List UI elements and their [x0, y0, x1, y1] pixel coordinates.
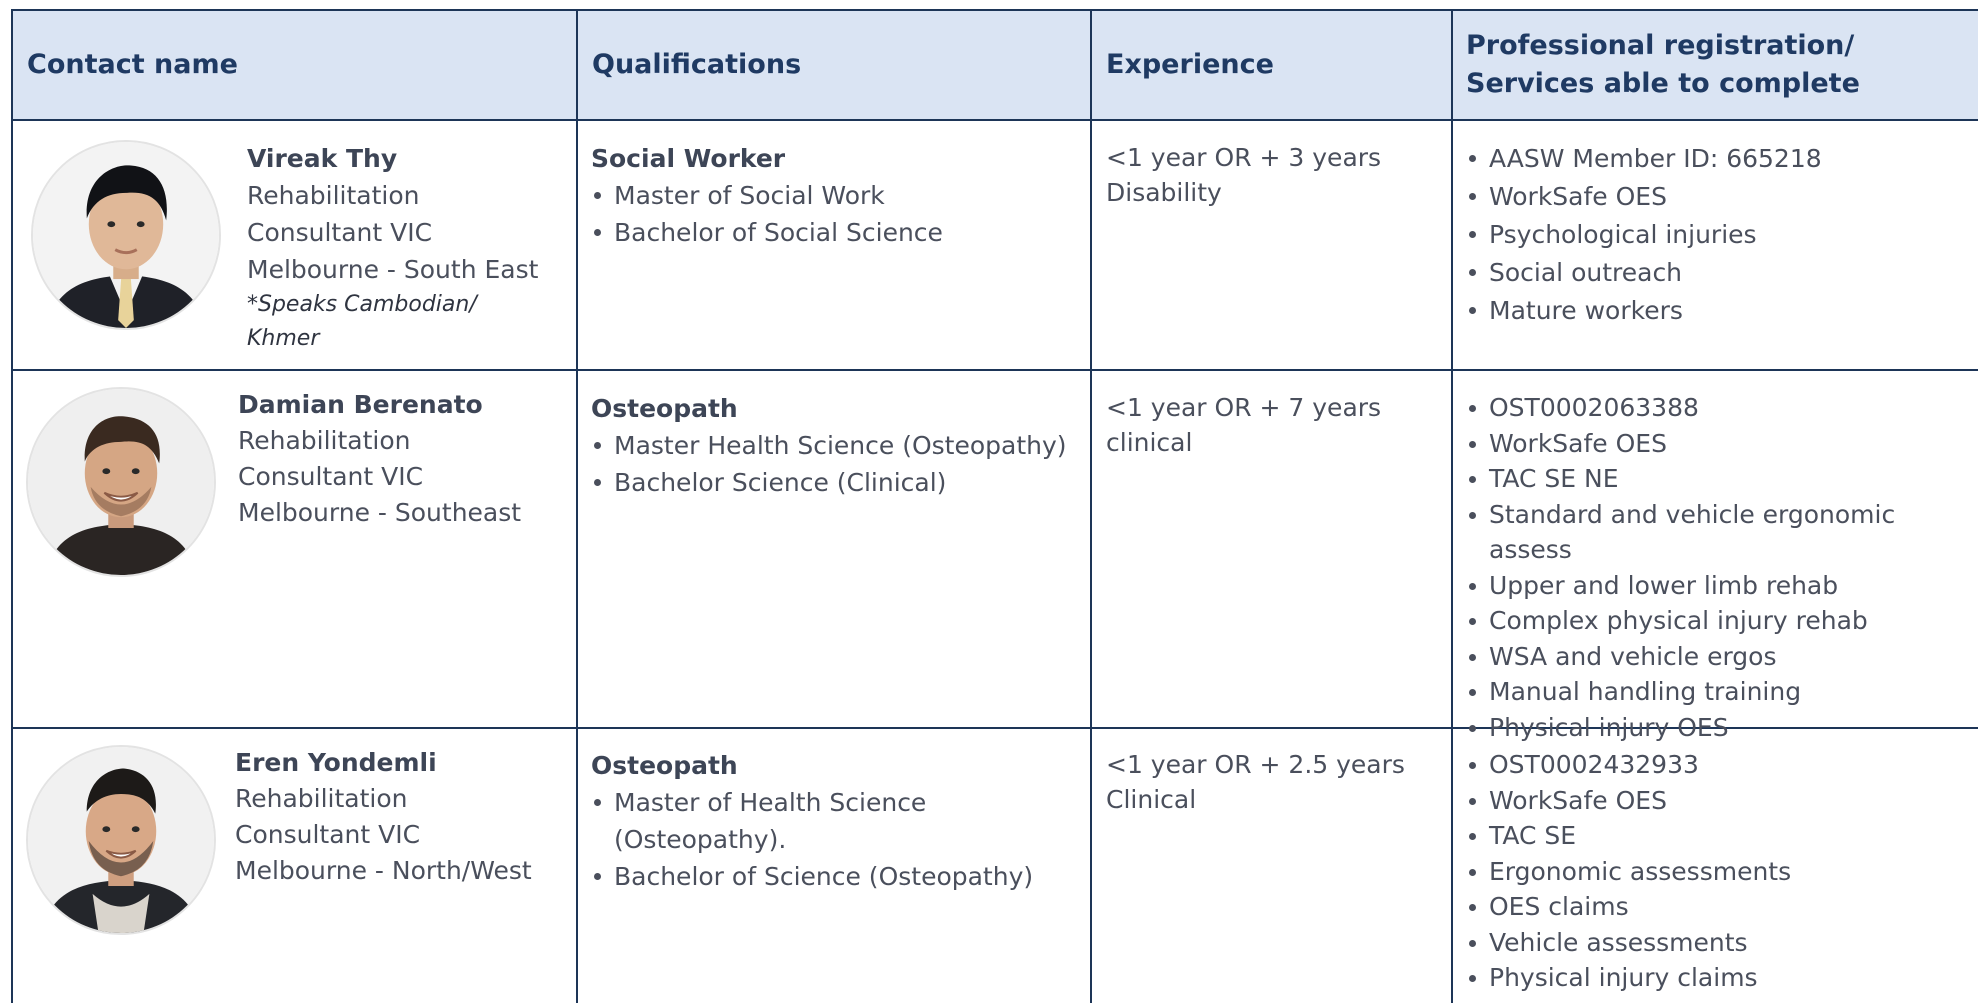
contact-role: Rehabilitation	[238, 426, 411, 455]
column-divider	[576, 10, 578, 1003]
contact-cell	[238, 387, 568, 531]
experience-cell	[1106, 140, 1446, 210]
experience-text: clinical	[1106, 428, 1193, 457]
qualifications-cell	[591, 390, 1086, 501]
contact-role: Consultant VIC	[235, 820, 421, 849]
header-qualifications: Qualifications	[577, 10, 1091, 119]
list-item: Master of Health Science (Osteopathy).	[591, 784, 1086, 858]
list-item: Upper and lower limb rehab	[1466, 568, 1976, 604]
list-item: OES claims	[1466, 889, 1976, 925]
qualification-list	[591, 177, 1071, 251]
list-item: Physical injury OES	[1466, 710, 1976, 746]
column-divider	[1451, 10, 1453, 1003]
list-item: Mature workers	[1466, 292, 1976, 330]
list-item: WorkSafe OES	[1466, 783, 1976, 819]
contact-name: Damian Berenato	[238, 390, 483, 419]
list-item: TAC SE NE	[1466, 461, 1976, 497]
experience-text: <1 year OR + 2.5 years	[1106, 750, 1405, 779]
list-item: Physical injury claims	[1466, 960, 1976, 996]
qualification-list	[591, 784, 1086, 895]
list-item: Bachelor Science (Clinical)	[591, 464, 1086, 501]
experience-text: <1 year OR + 7 years	[1106, 393, 1382, 422]
contact-name: Vireak Thy	[247, 144, 398, 173]
experience-cell	[1106, 390, 1446, 460]
qualifications-cell	[591, 140, 1071, 251]
list-item: OST0002432933	[1466, 747, 1976, 783]
list-item: WorkSafe OES	[1466, 178, 1976, 216]
avatar-photo	[26, 745, 216, 935]
services-cell	[1466, 747, 1976, 996]
services-list	[1466, 747, 1976, 996]
contact-location: Melbourne - Southeast	[238, 498, 522, 527]
list-item: Vehicle assessments	[1466, 925, 1976, 961]
header-registration	[1452, 10, 1978, 119]
list-item: Master Health Science (Osteopathy)	[591, 427, 1086, 464]
contact-location: Melbourne - South East	[247, 255, 539, 284]
contact-language: *Speaks Cambodian/	[247, 292, 477, 317]
experience-text: <1 year OR + 3 years	[1106, 143, 1382, 172]
list-item: WSA and vehicle ergos	[1466, 639, 1976, 675]
qualification-title: Social Worker	[591, 144, 786, 173]
list-item: Psychological injuries	[1466, 216, 1976, 254]
contact-role: Consultant VIC	[238, 462, 424, 491]
contact-role: Rehabilitation	[235, 784, 408, 813]
list-item: AASW Member ID: 665218	[1466, 140, 1976, 178]
contact-name: Eren Yondemli	[235, 748, 437, 777]
services-cell	[1466, 140, 1976, 330]
contact-language: Khmer	[247, 326, 320, 351]
header-registration-line2: Services able to complete	[1466, 67, 1860, 99]
experience-text: Clinical	[1106, 785, 1197, 814]
list-item: Ergonomic assessments	[1466, 854, 1976, 890]
list-item: OST0002063388	[1466, 390, 1976, 426]
list-item: Master of Social Work	[591, 177, 1071, 214]
list-item: Bachelor of Social Science	[591, 214, 1071, 251]
header-experience: Experience	[1091, 10, 1452, 119]
avatar-photo	[26, 387, 216, 577]
list-item: Complex physical injury rehab	[1466, 603, 1976, 639]
qualifications-cell	[591, 747, 1086, 895]
services-list	[1466, 140, 1976, 330]
qualification-title: Osteopath	[591, 394, 738, 423]
table-top-border	[11, 9, 1978, 11]
list-item: Standard and vehicle ergonomic assess	[1466, 497, 1976, 568]
column-divider	[11, 10, 13, 1003]
header-registration-line1: Professional registration/	[1466, 29, 1855, 61]
contact-role: Consultant VIC	[247, 218, 433, 247]
experience-cell	[1106, 747, 1446, 817]
row-divider	[11, 369, 1978, 371]
column-divider	[1090, 10, 1092, 1003]
contact-cell	[235, 745, 570, 889]
experience-text: Disability	[1106, 178, 1222, 207]
header-contact-name: Contact name	[11, 10, 577, 119]
list-item: WorkSafe OES	[1466, 426, 1976, 462]
qualification-title: Osteopath	[591, 751, 738, 780]
row-divider	[11, 119, 1978, 121]
qualification-list	[591, 427, 1086, 501]
list-item: TAC SE	[1466, 818, 1976, 854]
contact-cell	[247, 140, 567, 356]
contact-role: Rehabilitation	[247, 181, 420, 210]
services-cell	[1466, 390, 1976, 745]
contact-location: Melbourne - North/West	[235, 856, 532, 885]
services-list	[1466, 390, 1976, 745]
list-item: Social outreach	[1466, 254, 1976, 292]
list-item: Bachelor of Science (Osteopathy)	[591, 858, 1086, 895]
avatar-photo	[31, 140, 221, 330]
list-item: Manual handling training	[1466, 674, 1976, 710]
